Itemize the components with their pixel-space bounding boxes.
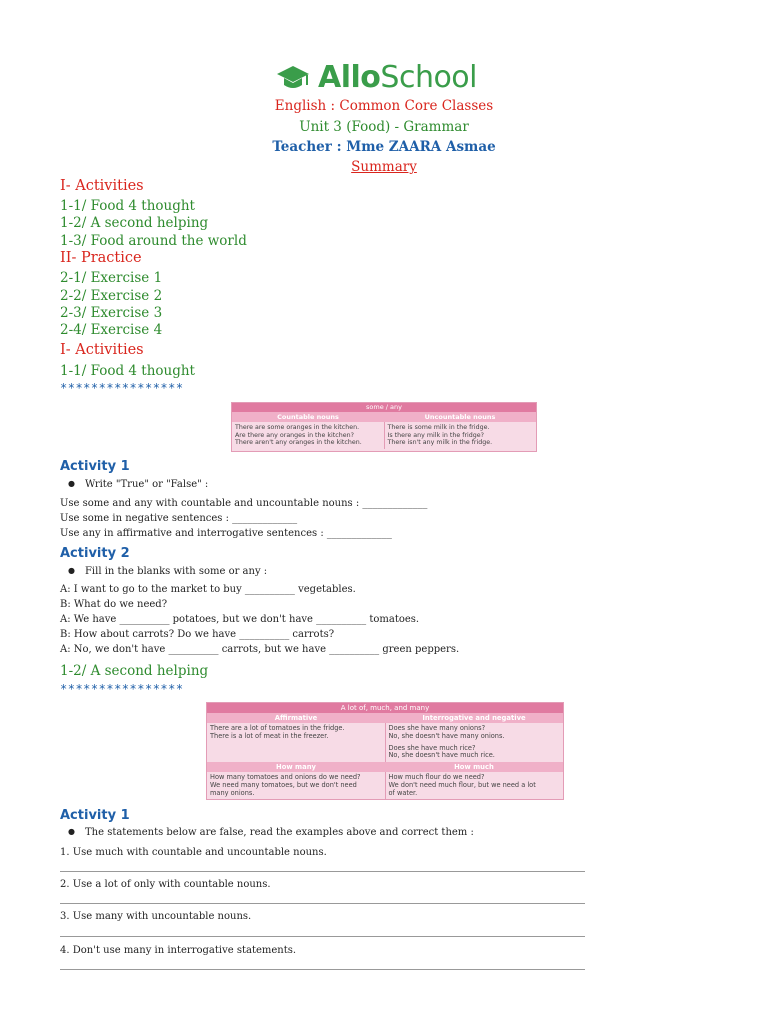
table-cell: There are a lot of tomatoes in the fridge. bbox=[210, 724, 345, 732]
teacher-name: Teacher : Mme ZAARA Asmae bbox=[272, 139, 496, 155]
answer-line[interactable] bbox=[60, 903, 585, 904]
table-cell: There are some oranges in the kitchen. bbox=[235, 424, 360, 431]
activity-1-line[interactable]: Use some and any with countable and uncountable nouns : _____________ bbox=[60, 498, 428, 509]
table-cell: Does she have much rice? bbox=[388, 743, 476, 752]
activity-2-line[interactable]: A: We have __________ potatoes, but we don't have __________ tomatoes. bbox=[60, 614, 420, 625]
activity-2-line[interactable]: A: I want to go to the market to buy __________ vegetables. bbox=[60, 584, 356, 595]
unit-title: Unit 3 (Food) - Grammar bbox=[299, 119, 469, 135]
table-cell: We need many tomatoes, but we don't need bbox=[210, 780, 357, 789]
table-cell: many onions. bbox=[210, 788, 255, 797]
activity-2-line[interactable]: A: No, we don't have __________ carrots, but we have __________ green peppers. bbox=[60, 644, 460, 655]
activity-2-instruction: ● Fill in the blanks with some or any : bbox=[68, 566, 267, 577]
summary-item-exercise-2[interactable]: 2-2/ Exercise 2 bbox=[60, 288, 163, 304]
section-activities-title: I- Activities bbox=[60, 342, 144, 358]
table-header-uncountable: Uncountable nouns bbox=[424, 413, 496, 421]
table-header-interrogative-negative: Interrogative and negative bbox=[422, 714, 526, 722]
stars-divider: **************** bbox=[60, 682, 184, 696]
table-cell: There aren't any oranges in the kitchen. bbox=[235, 439, 362, 446]
answer-line[interactable] bbox=[60, 969, 585, 970]
activity-1-line[interactable]: Use any in affirmative and interrogative sentences : _____________ bbox=[60, 528, 392, 539]
table-cell: We don't need much flour, but we need a lot bbox=[388, 780, 536, 789]
table-header-affirmative: Affirmative bbox=[274, 714, 318, 722]
activity-1-instruction: ● Write "True" or "False" : bbox=[68, 479, 208, 490]
table-cell: No, she doesn't have much rice. bbox=[388, 751, 495, 760]
section-food-4-thought-title: 1-1/ Food 4 thought bbox=[60, 363, 195, 379]
table-cell: Is there any milk in the fridge? bbox=[387, 431, 485, 439]
statement-item: 3. Use many with uncountable nouns. bbox=[60, 911, 252, 922]
activity-1-title: Activity 1 bbox=[60, 459, 130, 474]
activity-1b-title: Activity 1 bbox=[60, 808, 130, 823]
logo-text: AlloSchool bbox=[318, 60, 478, 95]
summary-item-exercise-4[interactable]: 2-4/ Exercise 4 bbox=[60, 322, 163, 338]
a-lot-of-much-many-table bbox=[206, 702, 564, 800]
table-cell: How many tomatoes and onions do we need? bbox=[210, 773, 361, 782]
table-cell: Are there any oranges in the kitchen? bbox=[235, 431, 354, 439]
summary-heading: Summary bbox=[351, 159, 417, 175]
summary-item-food-around-world[interactable]: 1-3/ Food around the world bbox=[60, 233, 247, 249]
section-second-helping-title: 1-2/ A second helping bbox=[60, 663, 209, 679]
some-any-table bbox=[231, 402, 537, 452]
alloschool-logo[interactable] bbox=[276, 58, 477, 98]
table-header-countable: Countable nouns bbox=[277, 413, 339, 421]
subject-title: English : Common Core Classes bbox=[274, 98, 494, 114]
activity-2-title: Activity 2 bbox=[60, 546, 130, 561]
activity-2-line[interactable]: B: How about carrots? Do we have __________ carrots? bbox=[60, 629, 335, 640]
summary-item-exercise-1[interactable]: 2-1/ Exercise 1 bbox=[60, 270, 163, 286]
table-header-how-much: How much bbox=[454, 763, 494, 772]
table-cell: There isn't any milk in the fridge. bbox=[387, 439, 493, 446]
statement-item: 2. Use a lot of only with countable nouns. bbox=[60, 879, 271, 890]
table-cell: Does she have many onions? bbox=[388, 724, 486, 732]
table-cell: of water. bbox=[388, 788, 418, 797]
stars-divider: **************** bbox=[60, 381, 184, 395]
table-cell: How much flour do we need? bbox=[388, 773, 485, 782]
activity-1b-instruction: ● The statements below are false, read the examples above and correct them : bbox=[68, 827, 474, 838]
table-title: A lot of, much, and many bbox=[207, 703, 563, 713]
table-header-how-many: How many bbox=[276, 763, 316, 772]
table-cell: There is a lot of meat in the freezer. bbox=[210, 731, 329, 740]
graduation-cap-icon bbox=[276, 63, 310, 93]
activity-2-line: B: What do we need? bbox=[60, 599, 168, 610]
statement-item: 4. Don't use many in interrogative statements. bbox=[60, 945, 297, 956]
activity-1-line[interactable]: Use some in negative sentences : _____________ bbox=[60, 513, 298, 524]
answer-line[interactable] bbox=[60, 871, 585, 872]
summary-item-activities[interactable]: I- Activities bbox=[60, 178, 144, 194]
summary-item-food-4-thought[interactable]: 1-1/ Food 4 thought bbox=[60, 198, 195, 214]
summary-item-second-helping[interactable]: 1-2/ A second helping bbox=[60, 215, 209, 231]
table-cell: No, she doesn't have many onions. bbox=[388, 731, 505, 740]
table-title: some / any bbox=[232, 403, 536, 412]
statement-item: 1. Use much with countable and uncountable nouns. bbox=[60, 847, 327, 858]
table-cell: There is some milk in the fridge. bbox=[387, 424, 490, 431]
answer-line[interactable] bbox=[60, 936, 585, 937]
summary-item-practice[interactable]: II- Practice bbox=[60, 250, 142, 266]
summary-item-exercise-3[interactable]: 2-3/ Exercise 3 bbox=[60, 305, 163, 321]
